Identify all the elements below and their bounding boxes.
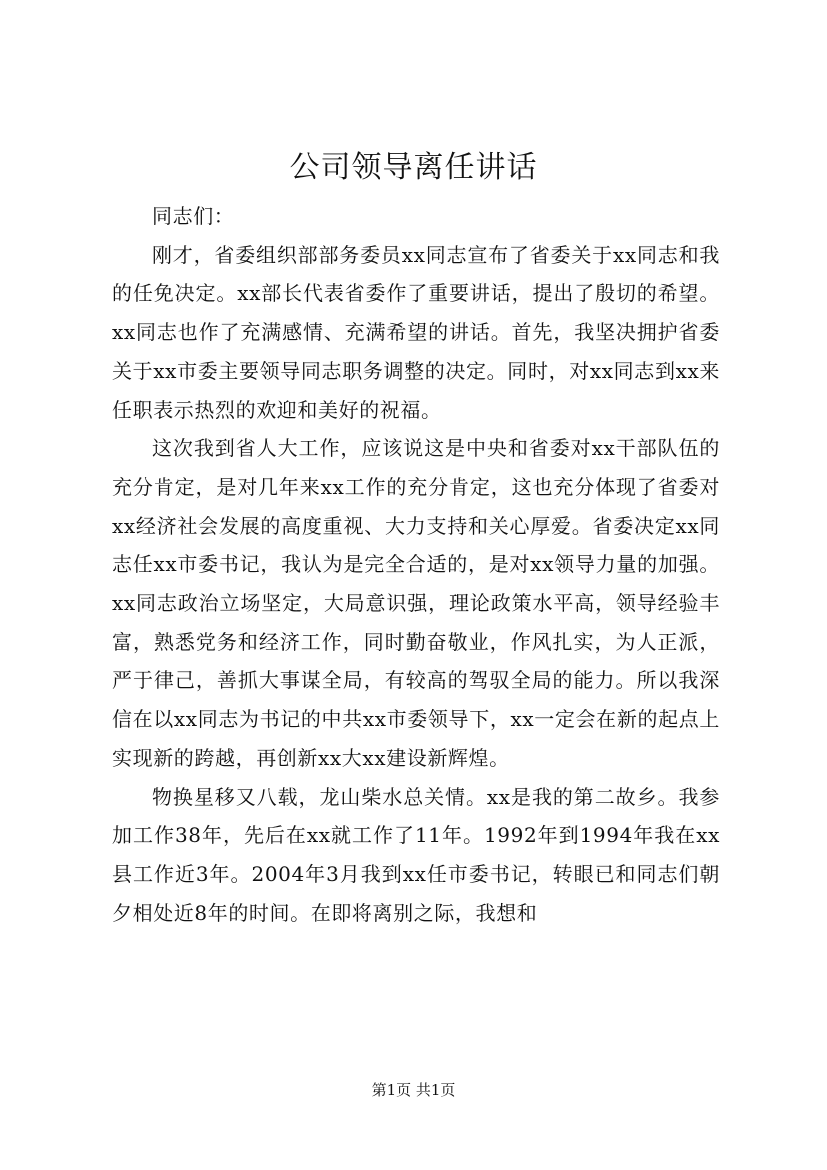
paragraph-3: 物换星移又八载，龙山柴水总关情。xx是我的第二故乡。我参加工作38年，先后在xx就工作了11年。1992年到1994年我在xx县工作近3年。2004年3月我到xx任市委书记，转眼已和同志们朝夕相处近8年的时间。在即将离别之际，我想和 — [112, 784, 720, 925]
document-title: 公司领导离任讲话 — [289, 150, 538, 185]
document-body — [112, 197, 720, 932]
paragraph-1: 刚才，省委组织部部务委员xx同志宣布了省委关于xx同志和我的任免决定。xx部长代表省委作了重要讲话，提出了殷切的希望。xx同志也作了充满感情、充满希望的讲话。首先，我坚决拥护省委关于xx市委主要领导同志职务调整的决定。同时，对xx同志到xx来任职表示热烈的欢迎和美好的祝福。 — [112, 242, 720, 422]
salutation: 同志们： — [152, 204, 235, 228]
paragraph-2: 这次我到省人大工作，应该说这是中央和省委对xx干部队伍的充分肯定，是对几年来xx工作的充分肯定，这也充分体现了省委对xx经济社会发展的高度重视、大力支持和关心厚爱。省委决定xx同志任xx市委书记，我认为是完全合适的，是对xx领导力量的加强。xx同志政治立场坚定，大局意识强，理论政策水平高，领导经验丰富，熟悉党务和经济工作，同时勤奋敬业，作风扎实，为人正派，严于律己，善抓大事谋全局，有较高的驾驭全局的能力。所以我深信在以xx同志为书记的中共xx市委领导下，xx一定会在新的起点上实现新的跨越，再创新xx大xx建设新辉煌。 — [112, 436, 720, 770]
page-footer: 第1页 共1页 — [371, 1081, 456, 1099]
